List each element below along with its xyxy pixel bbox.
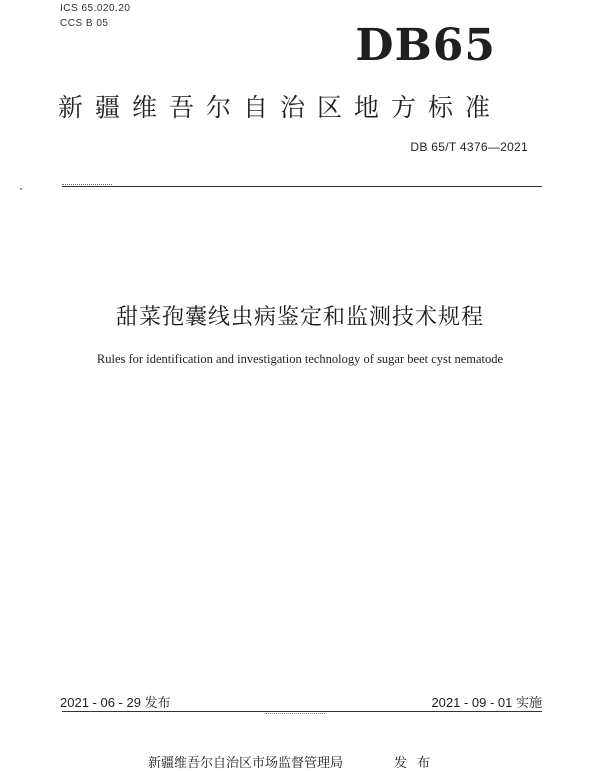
implementation-date: 2021 - 09 - 01 实施 [431, 695, 542, 710]
bottom-divider [62, 711, 542, 712]
document-title-english: Rules for identification and investigation technology of sugar beet cyst nematode [96, 352, 504, 366]
document-title-chinese: 甜菜孢囊线虫病鉴定和监测技术规程 [115, 305, 484, 330]
issue-date: 2021 - 06 - 29 发布 [60, 695, 171, 710]
top-rule-dash [62, 184, 112, 185]
ccs-code: CCS B 05 [60, 18, 109, 29]
bottom-rule-dash [265, 713, 325, 714]
standard-type-heading: 新疆维吾尔自治区地方标准 [58, 93, 503, 122]
publish-label: 发布 [394, 756, 441, 771]
db-logo: DB65 [355, 20, 496, 71]
ics-code: ICS 65.020.20 [60, 3, 131, 14]
publisher-name: 新疆维吾尔自治区市场监督管理局 [148, 756, 344, 771]
top-divider [62, 186, 542, 187]
scan-speck [20, 188, 22, 190]
standard-number: DB 65/T 4376—2021 [410, 140, 528, 154]
